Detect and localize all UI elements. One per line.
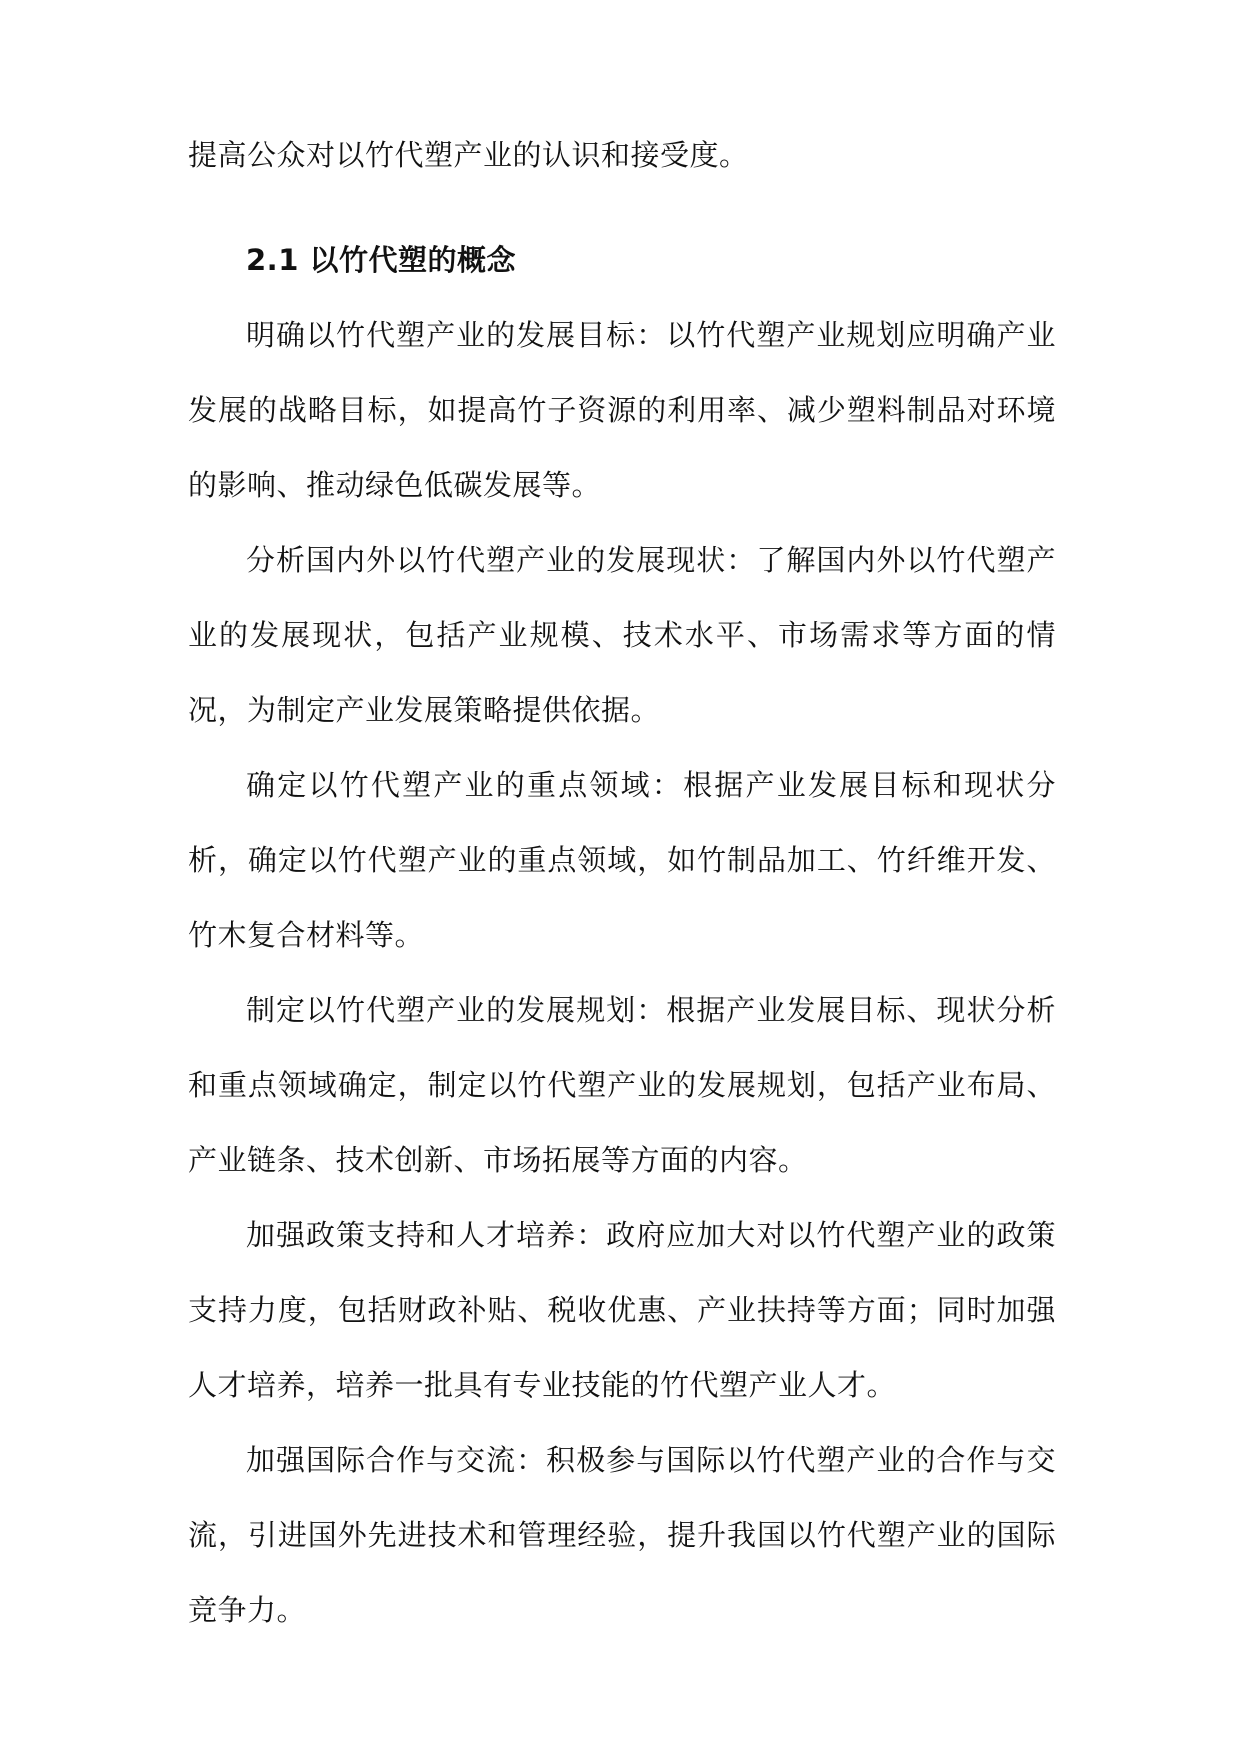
paragraph-planning: 制定以竹代塑产业的发展规划：根据产业发展目标、现状分析和重点领域确定，制定以竹代塑产业的发展规划，包括产业布局、产业链条、技术创新、市场拓展等方面的内容。	[188, 993, 1056, 1177]
body-text	[188, 118, 1056, 1648]
continuation-paragraph: 提高公众对以竹代塑产业的认识和接受度。	[188, 138, 749, 172]
paragraph-status: 分析国内外以竹代塑产业的发展现状：了解国内外以竹代塑产业的发展现状，包括产业规模、技术水平、市场需求等方面的情况，为制定产业发展策略提供依据。	[188, 543, 1056, 727]
paragraph-international: 加强国际合作与交流：积极参与国际以竹代塑产业的合作与交流，引进国外先进技术和管理经验，提升我国以竹代塑产业的国际竞争力。	[188, 1443, 1056, 1627]
paragraph-goals: 明确以竹代塑产业的发展目标：以竹代塑产业规划应明确产业发展的战略目标，如提高竹子资源的利用率、减少塑料制品对环境的影响、推动绿色低碳发展等。	[188, 318, 1056, 502]
section-gap	[188, 193, 1056, 223]
paragraph-policy-talent: 加强政策支持和人才培养：政府应加大对以竹代塑产业的政策支持力度，包括财政补贴、税收优惠、产业扶持等方面；同时加强人才培养，培养一批具有专业技能的竹代塑产业人才。	[188, 1218, 1056, 1402]
paragraph-key-areas: 确定以竹代塑产业的重点领域：根据产业发展目标和现状分析，确定以竹代塑产业的重点领域，如竹制品加工、竹纤维开发、竹木复合材料等。	[188, 768, 1056, 952]
section-heading: 2.1 以竹代塑的概念	[246, 243, 516, 277]
